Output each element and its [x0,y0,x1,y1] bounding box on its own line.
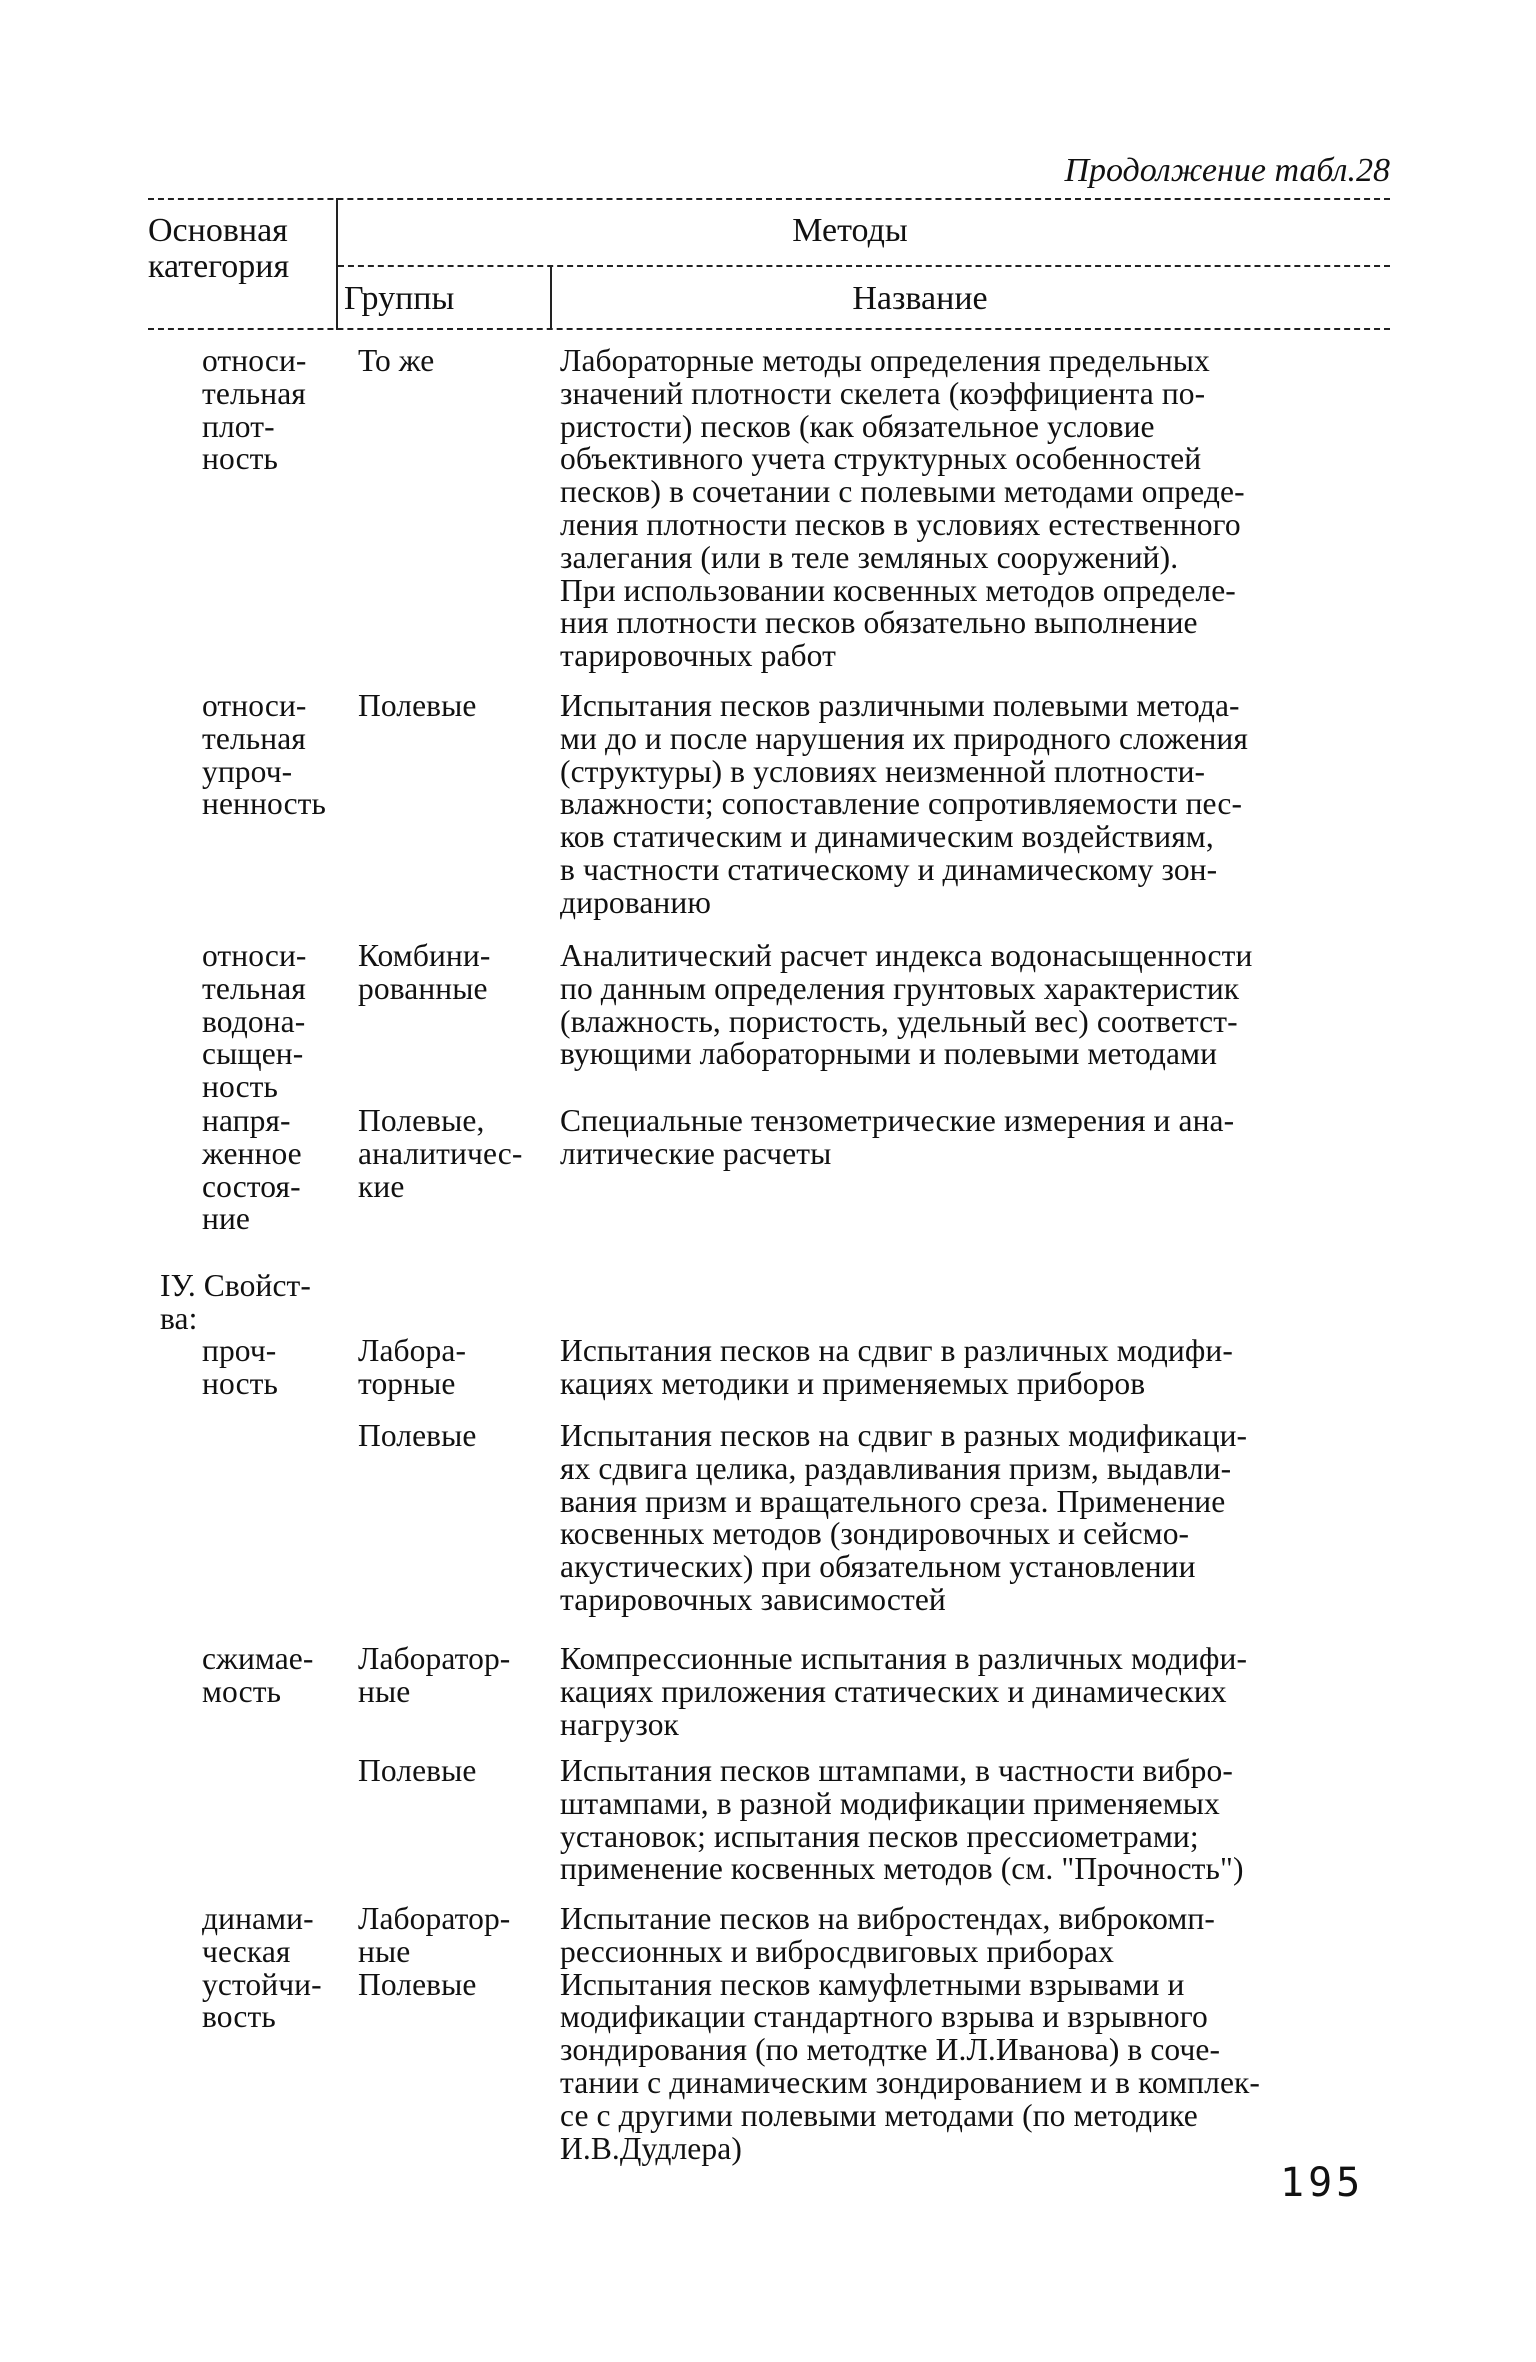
table-caption: Продолжение табл.28 [1064,152,1390,189]
header-divider-vertical-1 [336,198,338,330]
row-group: Полевые [358,688,477,723]
row-description: Испытания песков на сдвиг в разных модификаци- ях сдвига целика, раздавливания призм, выдавли- вания призм и вращательного среза. Применение косвенных методов (зондировочных и сейсмо- акустических) при обязательном установлении тарировочных зависимостей [560,1418,1248,1617]
page-number: 195 [1280,2160,1365,2206]
row-description: Испытания песков на сдвиг в различных модифи- кациях методики и применяемых приборов [560,1333,1233,1401]
row-category: напря- женное состоя- ние [202,1103,302,1237]
row-group: Лаборатор- ные [358,1641,511,1709]
row-description: Испытания песков штампами, в частности вибро- штампами, в разной модификации применяемых установок; испытания песков прессиометрами; применение косвенных методов (см. "Прочность") [560,1753,1244,1887]
row-description: Компрессионные испытания в различных модифи- кациях приложения статических и динамических нагрузок [560,1641,1248,1742]
row-category: относи- тельная плот- ность [202,343,307,477]
row-description: Испытания песков различными полевыми метода- ми до и после нарушения их природного сложения (структуры) в условиях неизменной плотности- влажности; сопоставление сопротивляемости пес- ков статическим и динамическим воздействиям, в частности статическому и динамическому зон- дированию [560,688,1248,920]
row-description: Лабораторные методы определения предельных значений плотности скелета (коэффициента по- ристости) песков (как обязательное условие объективного учета структурных особенностей песков) в сочетании с полевыми методами опреде- ления плотности песков в условиях естественного залегания (или в теле земляных сооружений). При использовании косвенных методов определе- ния плотности песков обязательно выполнение тарировочных работ [560,343,1245,674]
header-groups: Группы [344,280,455,317]
header-name: Название [852,280,988,317]
row-category: относи- тельная упроч- ненность [202,688,327,822]
row-group: Лабора- торные [358,1333,467,1401]
header-divider-vertical-2 [550,265,552,330]
section-heading: IУ. Свойст- ва: [160,1268,312,1336]
row-group: То же [358,343,435,378]
header-methods: Методы [792,212,908,249]
row-category: проч- ность [202,1333,279,1401]
row-description: Аналитический расчет индекса водонасыщенности по данным определения грунтовых характеристик (влажность, пористость, удельный вес) соответст- вующими лабораторными и полевыми методами [560,938,1253,1072]
row-category: относи- тельная водона- сыщен- ность [202,938,307,1105]
header-bottom-rule [148,328,1390,330]
methods-subheader-rule [338,265,1390,267]
row-group: Комбини- рованные [358,938,491,1006]
row-group: Полевые, аналитичес- кие [358,1103,523,1204]
row-category: динами- ческая устойчи- вость [202,1901,322,2035]
table-top-rule [148,198,1390,200]
row-description: Специальные тензометрические измерения и ана- литические расчеты [560,1103,1235,1171]
row-group: Полевые [358,1418,477,1453]
row-category: сжимае- мость [202,1641,314,1709]
row-group: Лаборатор- ные Полевые [358,1901,511,2002]
row-group: Полевые [358,1753,477,1788]
header-category: Основная категория [148,212,290,285]
row-description: Испытание песков на вибростендах, виброкомп- рессионных и вибросдвиговых приборах Испытания песков камуфлетными взрывами и модификации стандартного взрыва и взрывного зондирования (по методтке И.Л.Иванова) в соче- тании с динамическим зондированием и в комплек- се с другими полевыми методами (по методике И.В.Дудлера) [560,1901,1261,2166]
